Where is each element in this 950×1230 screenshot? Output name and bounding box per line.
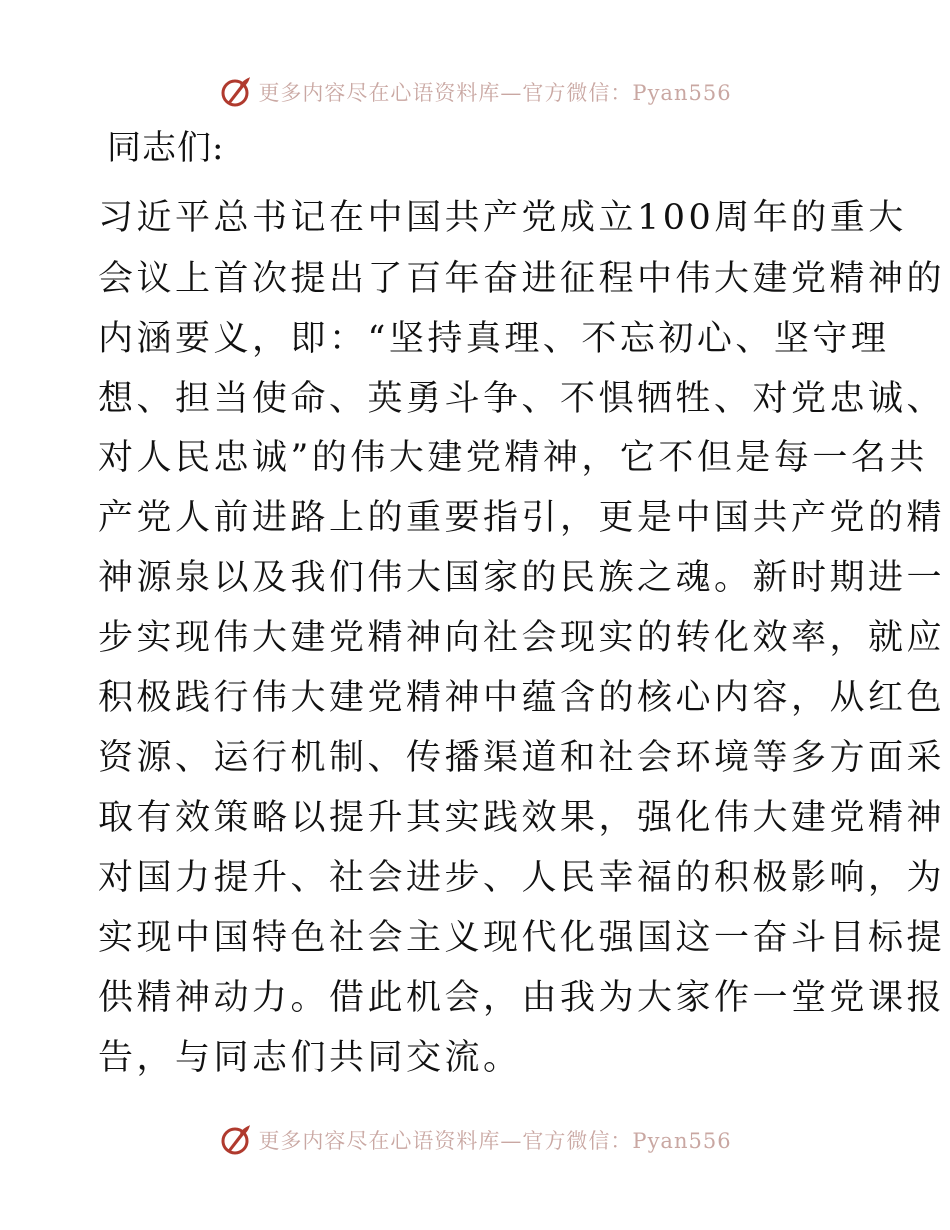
body-line: 习近平总书记在中国共产党成立100周年的重大	[98, 198, 907, 238]
body-line: 资源、运行机制、传播渠道和社会环境等多方面采	[98, 738, 946, 778]
body-line: 取有效策略以提升其实践效果，强化伟大建党精神	[98, 798, 946, 838]
body-line: 供精神动力。借此机会，由我为大家作一堂党课报	[98, 978, 946, 1018]
body-line: 积极践行伟大建党精神中蕴含的核心内容，从红色	[98, 678, 946, 718]
body-line: 告，与同志们共同交流。	[98, 1038, 522, 1078]
watermark-text: 更多内容尽在心语资料库—官方微信：Pyan556	[258, 81, 732, 105]
body-line: 想、担当使命、英勇斗争、不惧牺牲、对党忠诚、	[98, 379, 946, 419]
footer-watermark	[0, 1120, 950, 1160]
header-watermark	[0, 72, 950, 112]
body-line: 对人民忠诚”的伟大建党精神，它不但是每一名共	[98, 438, 928, 478]
body-line: 会议上首次提出了百年奋进征程中伟大建党精神的	[98, 259, 946, 299]
body-line: 步实现伟大建党精神向社会现实的转化效率，就应	[98, 618, 946, 658]
body-line: 实现中国特色社会主义现代化强国这一奋斗目标提	[98, 918, 946, 958]
body-line: 产党人前进路上的重要指引，更是中国共产党的精	[98, 498, 946, 538]
feather-pen-logo-icon	[218, 75, 252, 109]
body-line: 内涵要义，即：“坚持真理、不忘初心、坚守理	[98, 319, 890, 359]
feather-pen-logo-icon	[218, 1123, 252, 1157]
body-line: 神源泉以及我们伟大国家的民族之魂。新时期进一	[98, 558, 946, 598]
greeting: 同志们:	[107, 128, 225, 168]
body-line: 对国力提升、社会进步、人民幸福的积极影响，为	[98, 858, 946, 898]
watermark-text: 更多内容尽在心语资料库—官方微信：Pyan556	[258, 1129, 732, 1153]
